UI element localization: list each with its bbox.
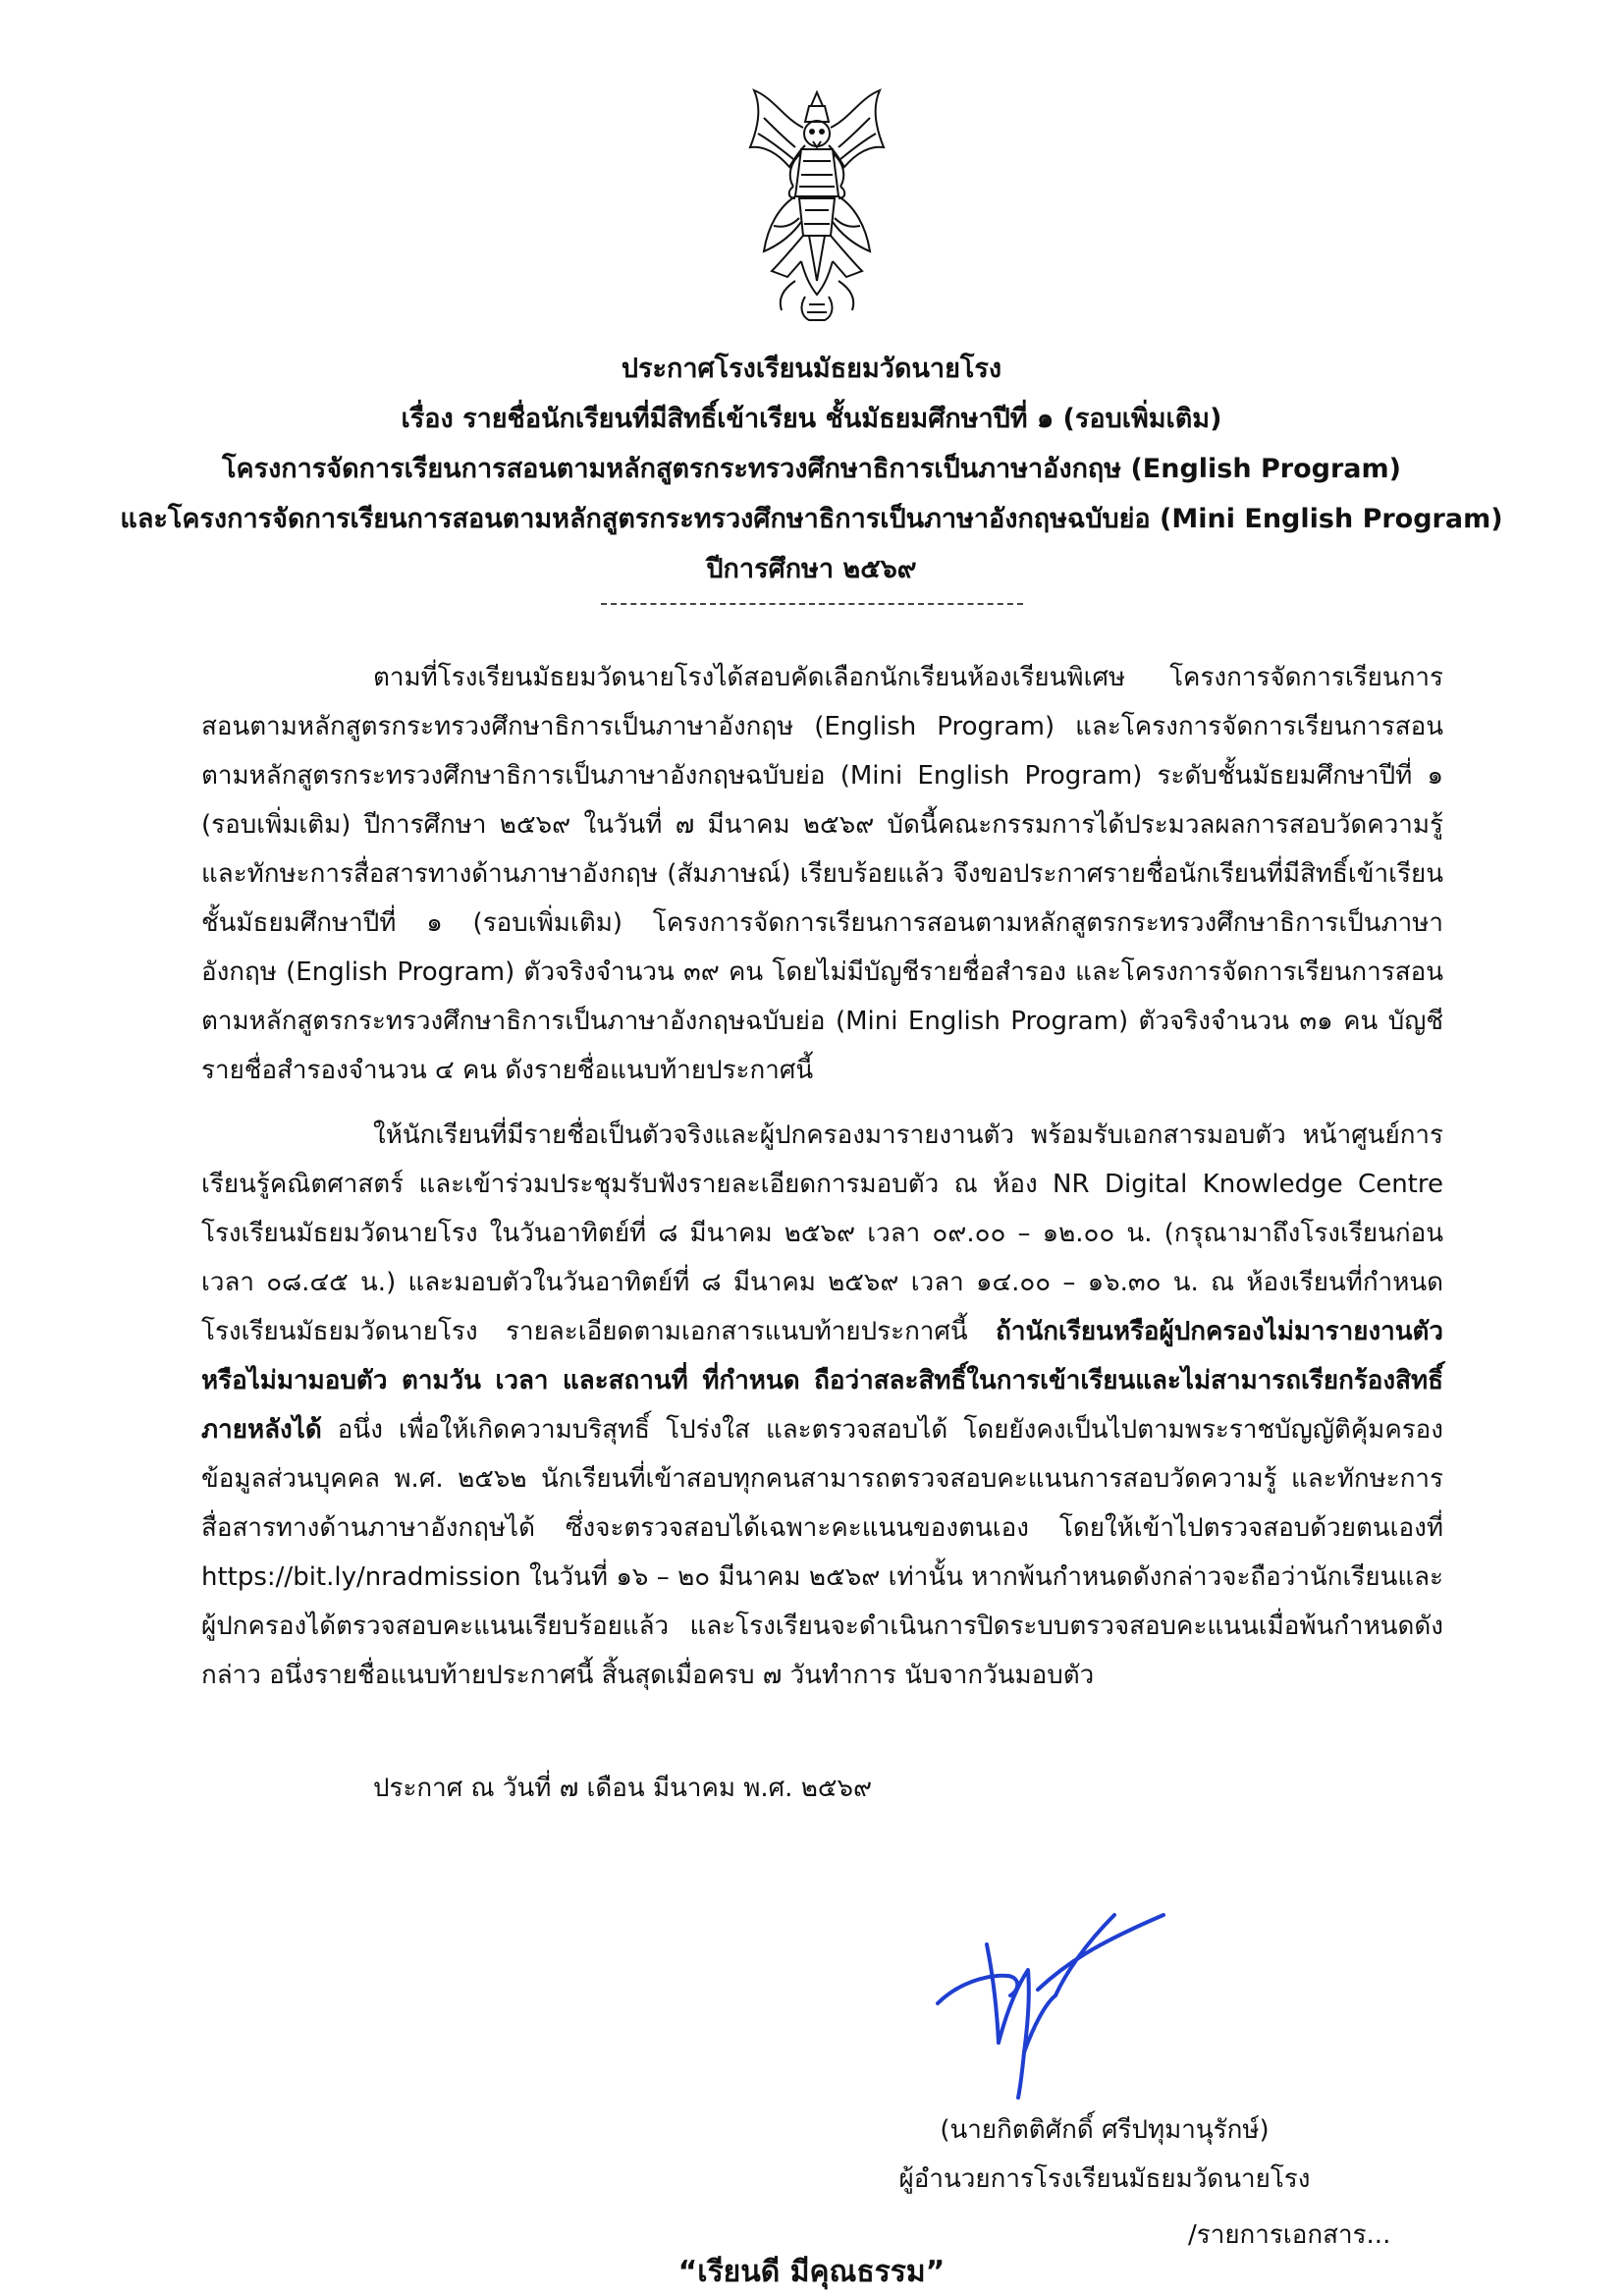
- paragraph-results: ตามที่โรงเรียนมัธยมวัดนายโรงได้สอบคัดเลือกนักเรียนห้องเรียนพิเศษ โครงการจัดการเรียนการสอนตามหลักสูตรกระทรวงศึกษาธิการเป็นภาษาอังกฤษ (English Program) และโครงการจัดการเรียนการสอนตามหลักสูตรกระทรวงศึกษาธิการเป็นภาษาอังกฤษฉบับย่อ (Mini English Program) ระดับชั้นมัธยมศึกษาปีที่ ๑ (รอบเพิ่มเติม) ปีการศึกษา ๒๕๖๙ ในวันที่ ๗ มีนาคม ๒๕๖๙ บัดนี้คณะกรรมการได้ประมวลผลการสอบวัดความรู้ และทักษะการสื่อสารทางด้านภาษาอังกฤษ (สัมภาษณ์) เรียบร้อยแล้ว จึงขอประกาศรายชื่อนักเรียนที่มีสิทธิ์เข้าเรียนชั้นมัธยมศึกษาปีที่ ๑ (รอบเพิ่มเติม) โครงการจัดการเรียนการสอนตามหลักสูตรกระทรวงศึกษาธิการเป็นภาษาอังกฤษ (English Program) ตัวจริงจำนวน ๓๙ คน โดยไม่มีบัญชีรายชื่อสำรอง และโครงการจัดการเรียนการสอนตามหลักสูตรกระทรวงศึกษาธิการเป็นภาษาอังกฤษฉบับย่อ (Mini English Program) ตัวจริงจำนวน ๓๑ คน บัญชีรายชื่อสำรองจำนวน ๔ คน ดังรายชื่อแนบท้ายประกาศนี้: [201, 663, 1443, 1085]
- score-check-text: อนึ่ง เพื่อให้เกิดความบริสุทธิ์ โปร่งใส และตรวจสอบได้ โดยยังคงเป็นไปตามพระราชบัญญัติคุ้มครองข้อมูลส่วนบุคคล พ.ศ. ๒๕๖๒ นักเรียนที่เข้าสอบทุกคนสามารถตรวจสอบคะแนนการสอบวัดความรู้ และทักษะการสื่อสารทางด้านภาษาอังกฤษได้ ซึ่งจะตรวจสอบได้เฉพาะคะแนนของตนเอง โดยให้เข้าไปตรวจสอบด้วยตนเองที่ https://bit.ly/nradmission ในวันที่ ๑๖ – ๒๐ มีนาคม ๒๕๖๙ เท่านั้น หากพ้นกำหนดดังกล่าวจะถือว่านักเรียนและผู้ปกครองได้ตรวจสอบคะแนนเรียบร้อยแล้ว และโรงเรียนจะดำเนินการปิดระบบตรวจสอบคะแนนเมื่อพ้นกำหนดดังกล่าว อนึ่งรายชื่อแนบท้ายประกาศนี้ สิ้นสุดเมื่อครบ ๗ วันทำการ นับจากวันมอบตัว: [201, 1415, 1443, 1690]
- garuda-emblem-icon: [744, 88, 890, 324]
- school-motto: “เรียนดี มีคุณธรรม”: [677, 2255, 946, 2289]
- director-signature: [918, 1905, 1173, 2102]
- continued-note: /รายการเอกสาร...: [1188, 2220, 1391, 2250]
- header-divider: [601, 603, 1023, 605]
- forfeit-warning: ถ้านักเรียนหรือผู้ปกครองไม่มารายงานตัวหรือไม่มามอบตัว ตามวัน เวลา และสถานที่ ที่กำหนด ถือว่าสละสิทธิ์ในการเข้าเรียนและไม่สามารถเรียกร้องสิทธิ์ภายหลังได้: [201, 1317, 1443, 1445]
- header-mini-english-program: และโครงการจัดการเรียนการสอนตามหลักสูตรกระทรวงศึกษาธิการเป็นภาษาอังกฤษฉบับย่อ (Mini English Program): [120, 504, 1503, 534]
- paragraph-reporting: [201, 1111, 1443, 1700]
- announcement-body: [201, 653, 1443, 1700]
- header-academic-year: ปีการศึกษา ๒๕๖๙: [706, 554, 917, 584]
- signer-title: ผู้อำนวยการโรงเรียนมัธยมวัดนายโรง: [898, 2164, 1311, 2194]
- announcement-header: [98, 344, 1525, 594]
- header-subject: เรื่อง รายชื่อนักเรียนที่มีสิทธิ์เข้าเรียน ชั้นมัธยมศึกษาปีที่ ๑ (รอบเพิ่มเติม): [401, 404, 1222, 434]
- header-english-program: โครงการจัดการเรียนการสอนตามหลักสูตรกระทรวงศึกษาธิการเป็นภาษาอังกฤษ (English Program): [222, 454, 1401, 484]
- reporting-text: ให้นักเรียนที่มีรายชื่อเป็นตัวจริงและผู้ปกครองมารายงานตัว พร้อมรับเอกสารมอบตัว หน้าศูนย์การเรียนรู้คณิตศาสตร์ และเข้าร่วมประชุมรับฟังรายละเอียดการมอบตัว ณ ห้อง NR Digital Knowledge Centre โรงเรียนมัธยมวัดนายโรง ในวันอาทิตย์ที่ ๘ มีนาคม ๒๕๖๙ เวลา ๐๙.๐๐ – ๑๒.๐๐ น. (กรุณามาถึงโรงเรียนก่อนเวลา ๐๘.๔๕ น.) และมอบตัวในวันอาทิตย์ที่ ๘ มีนาคม ๒๕๖๙ เวลา ๑๔.๐๐ – ๑๖.๓๐ น. ณ ห้องเรียนที่กำหนด โรงเรียนมัธยมวัดนายโรง รายละเอียดตามเอกสารแนบท้ายประกาศนี้: [201, 1121, 1443, 1346]
- header-school-announcement: ประกาศโรงเรียนมัธยมวัดนายโรง: [621, 354, 1002, 384]
- announcement-date: ประกาศ ณ วันที่ ๗ เดือน มีนาคม พ.ศ. ๒๕๖๙: [373, 1774, 873, 1803]
- signer-name: (นายกิตติศักดิ์ ศรีปทุมานุรักษ์): [940, 2115, 1270, 2145]
